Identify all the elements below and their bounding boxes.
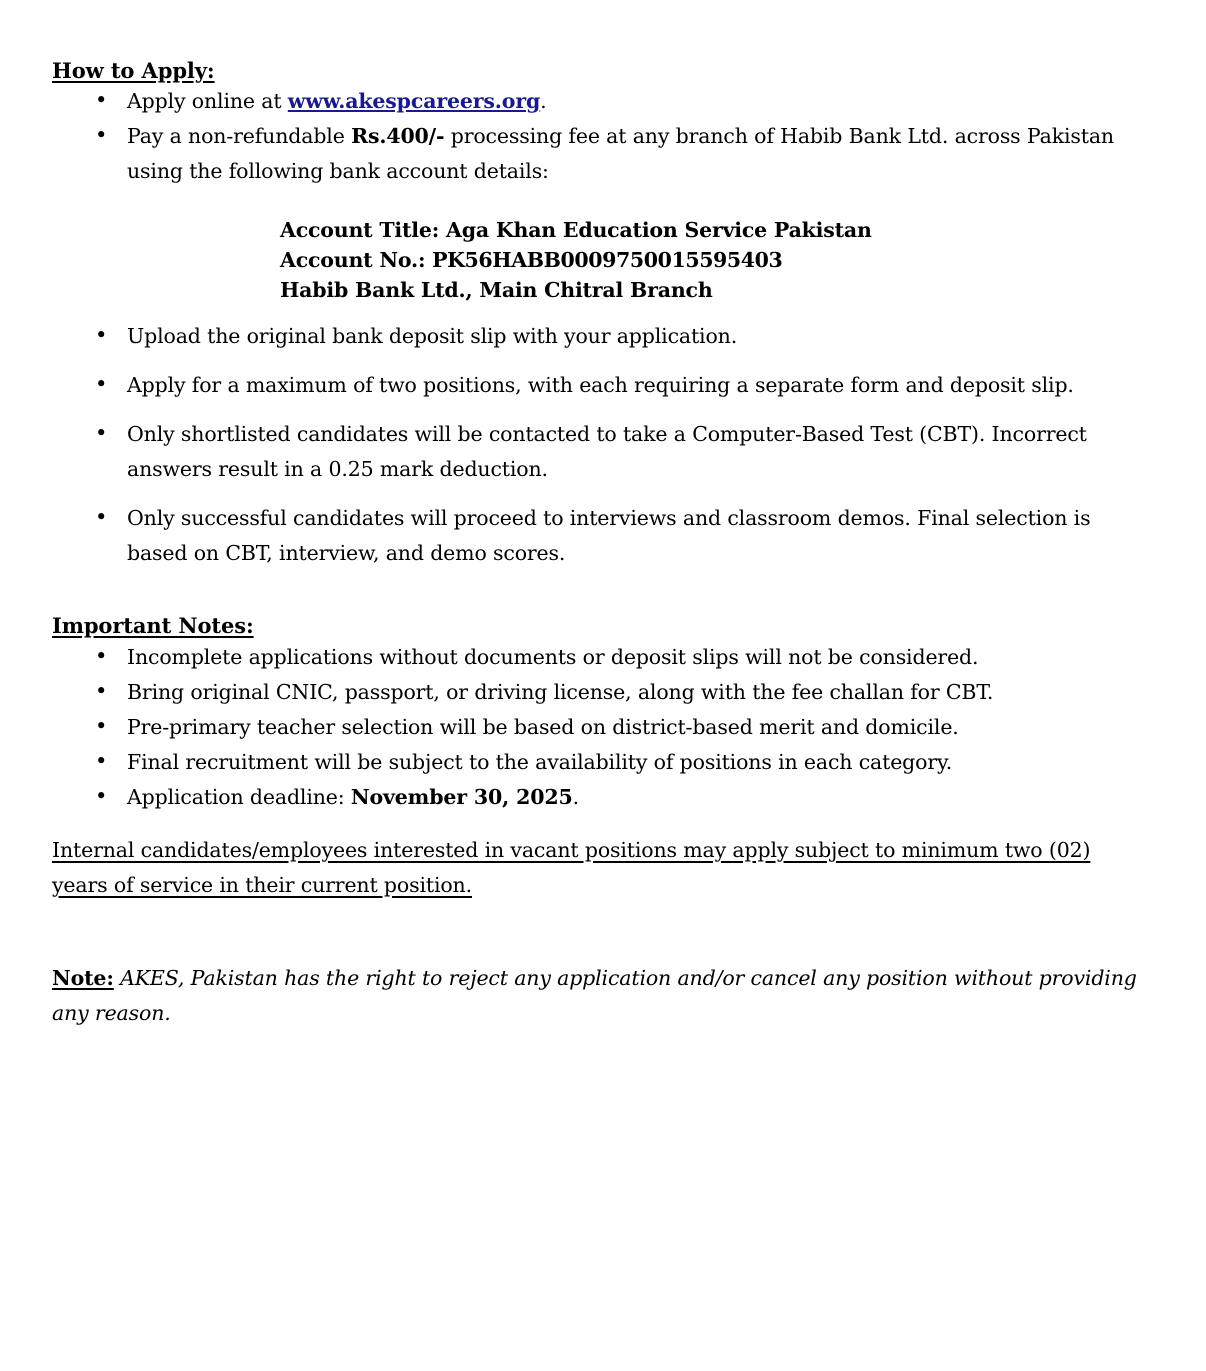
fee-text-part-two: processing fee at any branch of Habib Bank Ltd. across Pakistan using the following bank account details:: [127, 124, 1114, 184]
account-branch-line: Habib Bank Ltd., Main Chitral Branch: [280, 278, 713, 303]
footer-note-paragraph: [52, 961, 1150, 1031]
apply-online-text-suffix: .: [540, 89, 547, 114]
list-item-processing-fee: [52, 119, 1150, 305]
akespcareers-link[interactable]: www.akespcareers.org: [287, 89, 541, 114]
list-item-application-deadline: [52, 780, 1150, 815]
list-item-max-two-positions: • Apply for a maximum of two positions, with each requiring a separate form and deposit slip.: [52, 368, 1150, 403]
important-notes-list: [52, 640, 1150, 815]
account-number-value: PK56HABB0009750015595403: [425, 248, 783, 273]
deadline-label: Application deadline:: [127, 784, 351, 809]
list-item-pre-primary-selection: • Pre-primary teacher selection will be based on district-based merit and domicile.: [52, 710, 1150, 745]
list-item-apply-online: [52, 84, 1150, 119]
how-to-apply-list: [52, 84, 1150, 571]
list-item-final-recruitment: • Final recruitment will be subject to the availability of positions in each category.: [52, 745, 1150, 780]
note-text: AKES, Pakistan has the right to reject any application and/or cancel any position without providing any reason.: [52, 965, 1137, 1025]
list-item-bring-cnic: • Bring original CNIC, passport, or driving license, along with the fee challan for CBT.: [52, 675, 1150, 710]
list-item-successful-candidates: • Only successful candidates will proceed to interviews and classroom demos. Final selection is based on CBT, interview, and demo scores.: [52, 501, 1150, 571]
list-item-upload-slip: • Upload the original bank deposit slip with your application.: [52, 319, 1150, 354]
deadline-date: November 30, 2025: [350, 784, 573, 809]
how-to-apply-heading: How to Apply:: [52, 58, 215, 83]
account-title-label: Account Title:: [280, 218, 440, 243]
list-item-shortlisted-cbt: • Only shortlisted candidates will be contacted to take a Computer-Based Test (CBT). Incorrect answers result in a 0.25 mark deduction.: [52, 417, 1150, 487]
account-number-label: Account No.:: [280, 248, 426, 273]
note-label: Note:: [52, 965, 114, 990]
account-title-value: Aga Khan Education Service Pakistan: [439, 218, 872, 243]
fee-amount: Rs.400/-: [351, 124, 445, 149]
fee-text-part-one: Pay a non-refundable: [127, 124, 352, 149]
apply-online-text-prefix: Apply online at: [127, 89, 288, 114]
list-item-incomplete-applications: • Incomplete applications without documents or deposit slips will not be considered.: [52, 640, 1150, 675]
account-title-line: [280, 215, 1150, 245]
important-notes-heading: Important Notes:: [52, 613, 254, 639]
account-number-line: [280, 245, 1150, 275]
bank-account-details: [280, 215, 1150, 305]
deadline-period: .: [572, 784, 579, 809]
internal-candidates-paragraph: Internal candidates/employees interested in vacant positions may apply subject to minimum two (02) years of service in their current position.: [52, 837, 1091, 897]
